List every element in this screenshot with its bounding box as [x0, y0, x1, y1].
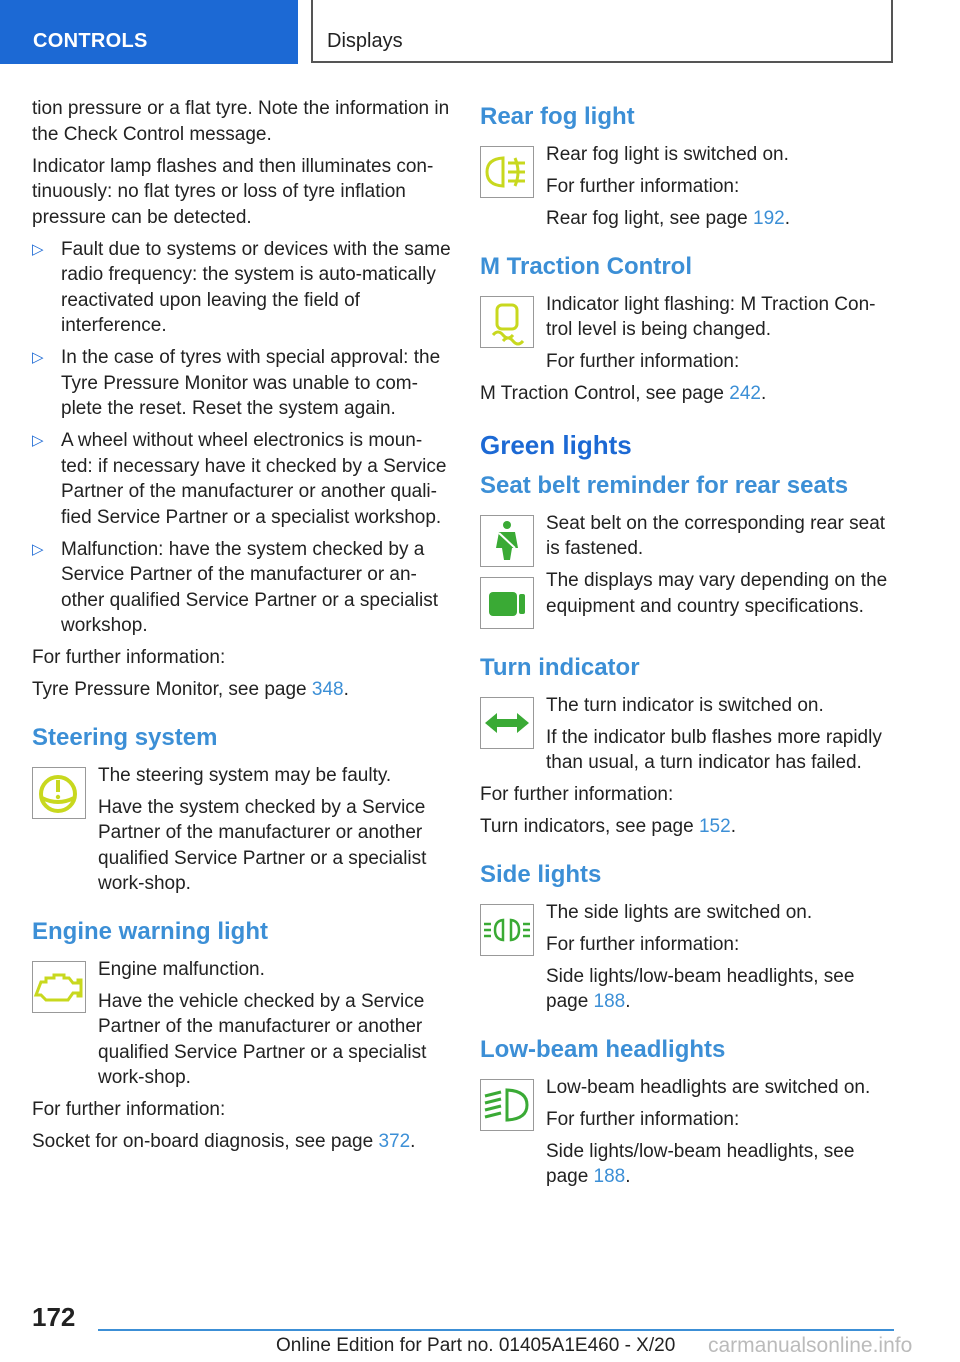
reference: Rear fog light, see page 192. — [546, 208, 791, 229]
chapter-title: Displays — [327, 30, 403, 52]
page-link[interactable]: 348 — [311, 679, 344, 700]
paragraph: Indicator lamp flashes and then illuminates con-tinuously: no flat tyres or loss of tyre inflation pressure can be detected. — [32, 155, 434, 228]
turn-indicator-icon — [480, 697, 534, 749]
heading-low-beam: Low-beam headlights — [480, 1035, 726, 1063]
paragraph: If the indicator bulb flashes more rapidly than usual, a turn indicator has failed. — [546, 726, 882, 773]
page-link[interactable]: 188 — [593, 991, 626, 1012]
list-item: ▷ In the case of tyres with special approval: the Tyre Pressure Monitor was unable to com-plete the reset. Reset the system again. — [32, 347, 441, 419]
footer-divider — [98, 1329, 894, 1331]
page-link[interactable]: 192 — [753, 208, 785, 229]
paragraph: Indicator light flashing: M Traction Con-trol level is being changed. — [546, 293, 876, 340]
page-number: 172 — [32, 1302, 76, 1332]
watermark: carmanualsonline.info — [708, 1334, 913, 1357]
paragraph: For further information: — [546, 1108, 740, 1130]
heading-engine: Engine warning light — [32, 917, 268, 945]
paragraph: For further information: — [546, 933, 740, 955]
side-lights-block — [480, 900, 900, 1015]
paragraph: The steering system may be faulty. — [98, 764, 392, 786]
reference: Socket for on-board diagnosis, see page 372. — [32, 1131, 416, 1152]
low-beam-block — [480, 1075, 900, 1190]
reference: Turn indicators, see page 152. — [480, 816, 736, 837]
page-link[interactable]: 372 — [378, 1131, 411, 1152]
heading-seatbelt: Seat belt reminder for rear seats — [480, 471, 849, 499]
list-item: ▷ Malfunction: have the system checked by a Service Partner of the manufacturer or an-other qualified Service Partner or a specialist workshop. — [32, 538, 439, 636]
paragraph: For further information: — [32, 647, 226, 668]
fog-block — [480, 142, 900, 232]
reference: Side lights/low-beam headlights, see page 188. — [546, 1140, 855, 1187]
engine-block — [32, 957, 452, 1091]
heading-steering: Steering system — [32, 723, 218, 751]
paragraph: For further information: — [480, 784, 674, 805]
seatbelt-block — [480, 511, 900, 633]
paragraph: The displays may vary depending on the equipment and country specifications. — [546, 570, 888, 617]
paragraph: The turn indicator is switched on. — [546, 694, 824, 716]
paragraph: The side lights are switched on. — [546, 901, 813, 923]
paragraph: Engine malfunction. — [98, 958, 265, 980]
paragraph: For further information: — [32, 1099, 226, 1120]
side-lights-icon — [480, 904, 534, 956]
rear-fog-light-icon — [480, 146, 534, 198]
bullet-icon: ▷ — [32, 432, 44, 449]
reference: Tyre Pressure Monitor, see page 348. — [32, 679, 349, 700]
left-column — [32, 96, 452, 1161]
traction-block — [480, 292, 900, 375]
right-column — [480, 96, 900, 1196]
list-item: ▷ A wheel without wheel electronics is moun-ted: if necessary have it checked by a Service Partner of the manufacturer or another quali-fied Service Partner or a specialist workshop. — [32, 430, 447, 528]
page-link[interactable]: 188 — [593, 1166, 626, 1187]
paragraph: Low-beam headlights are switched on. — [546, 1076, 871, 1098]
paragraph: Have the vehicle checked by a Service Partner of the manufacturer or another qualified Service Partner or a specialist work-shop. — [98, 990, 427, 1088]
paragraph: Have the system checked by a Service Partner of the manufacturer or another qualified Service Partner or a specialist work-shop. — [98, 796, 427, 894]
section-title: CONTROLS — [33, 30, 148, 52]
page-link[interactable]: 152 — [698, 816, 731, 837]
page-link[interactable]: 242 — [729, 383, 761, 404]
heading-rear-fog: Rear fog light — [480, 103, 635, 130]
paragraph: For further information: — [546, 351, 740, 372]
bullet-icon: ▷ — [32, 540, 44, 558]
edition-note: Online Edition for Part no. 01405A1E460 - X/20 — [276, 1335, 676, 1356]
turn-block — [480, 693, 900, 776]
heading-green-lights: Green lights — [480, 429, 632, 460]
bullet-list — [32, 237, 452, 639]
chapter-tab — [311, 0, 893, 63]
paragraph: tion pressure or a flat tyre. Note the information in the Check Control message. — [32, 98, 450, 145]
list-item: ▷ Fault due to systems or devices with the same radio frequency: the system is auto-matically reactivated upon leaving the field of interference. — [32, 238, 451, 336]
heading-side-lights: Side lights — [480, 860, 602, 888]
engine-warning-icon — [32, 961, 86, 1013]
bullet-icon: ▷ — [32, 240, 44, 258]
seat-occupied-icon — [480, 577, 534, 629]
steering-warning-icon — [32, 767, 86, 819]
heading-turn: Turn indicator — [480, 653, 640, 681]
reference: Side lights/low-beam headlights, see page 188. — [546, 965, 855, 1012]
seatbelt-icon — [480, 515, 534, 567]
paragraph: For further information: — [546, 176, 740, 197]
reference: M Traction Control, see page 242. — [480, 383, 767, 404]
heading-traction: M Traction Control — [480, 252, 692, 280]
section-tab — [0, 0, 298, 64]
bullet-icon: ▷ — [32, 349, 44, 366]
low-beam-icon — [480, 1079, 534, 1131]
traction-control-icon — [480, 296, 534, 348]
paragraph: Seat belt on the corresponding rear seat is fastened. — [546, 512, 886, 559]
paragraph: Rear fog light is switched on. — [546, 144, 789, 165]
steering-block — [32, 763, 452, 897]
